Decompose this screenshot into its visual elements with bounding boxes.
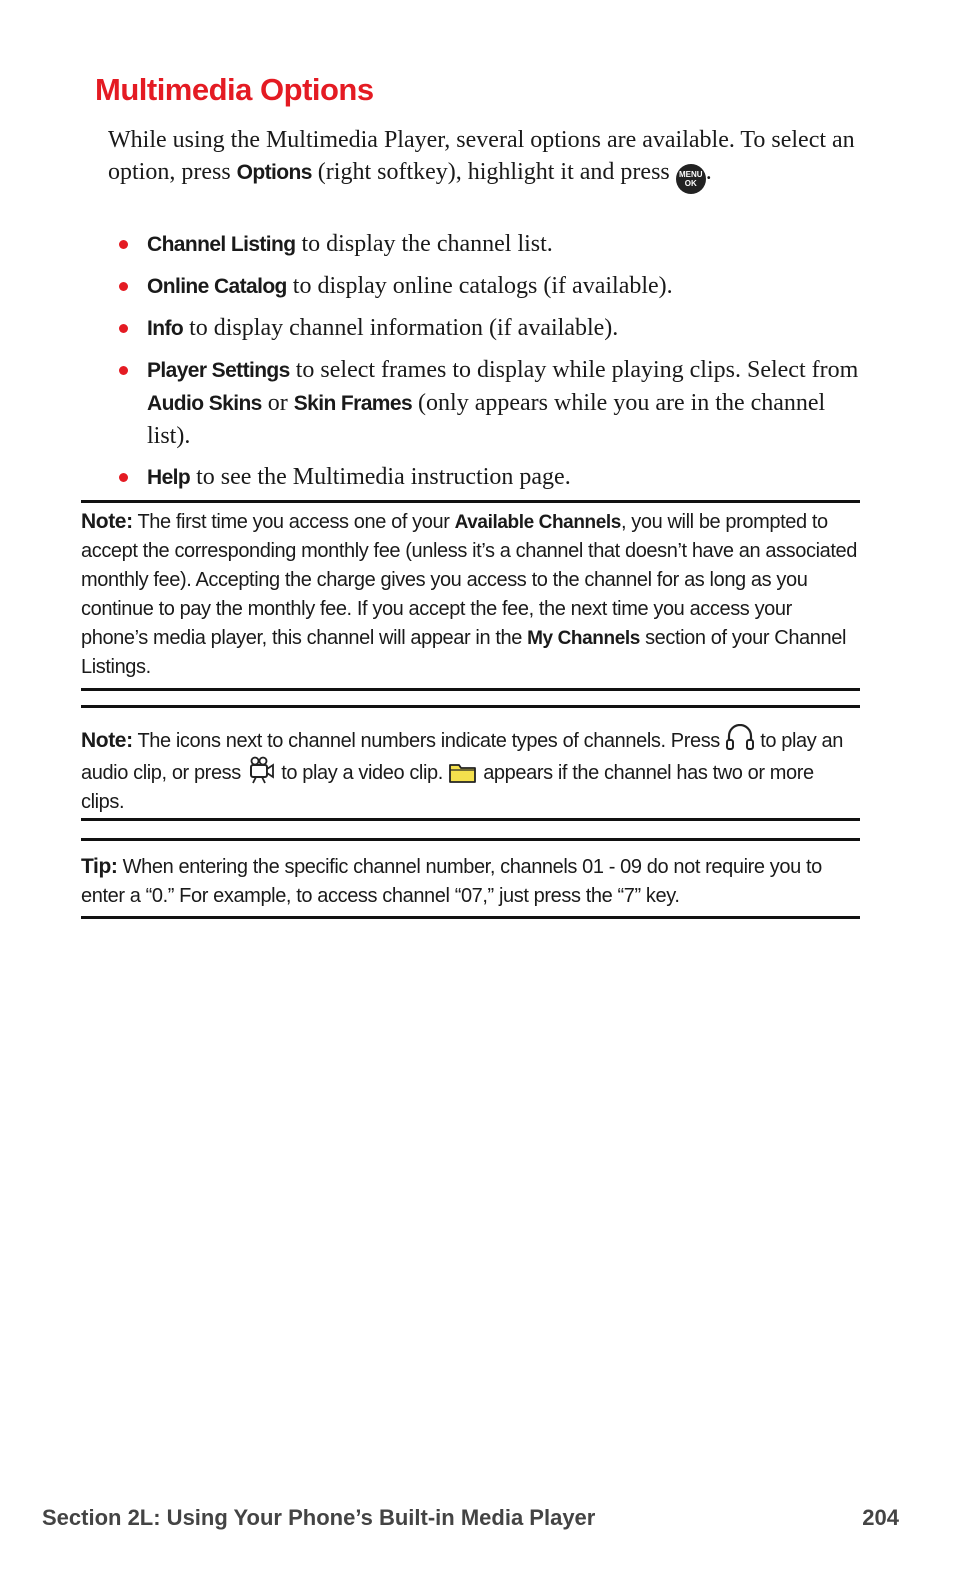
note1-bottom-rule bbox=[81, 688, 860, 691]
bullet-icon bbox=[119, 240, 128, 249]
option-name: Info bbox=[147, 317, 184, 340]
note2-text-1: The icons next to channel numbers indicate types of channels. Press bbox=[132, 730, 726, 752]
note1-label: Note: bbox=[81, 510, 133, 533]
option-name: Channel Listing bbox=[147, 233, 296, 256]
note2-top-rule bbox=[81, 705, 860, 708]
intro-text-3: . bbox=[705, 159, 712, 185]
tip-bottom-rule bbox=[81, 916, 860, 919]
tip-box bbox=[81, 852, 860, 911]
tip-label: Tip: bbox=[81, 855, 118, 878]
note2-bottom-rule bbox=[81, 818, 860, 821]
note2-text-3: to play a video clip. bbox=[276, 762, 449, 784]
menu-key-bottom: OK bbox=[684, 179, 697, 188]
option-name: Player Settings bbox=[147, 359, 290, 382]
list-item bbox=[108, 461, 868, 494]
note1-text-2: , you will be prompted to accept the corresponding monthly fee (unless it’s a channel that doesn’t have an associated monthly fee). Accepting the charge gives you access to the channel for as long as you continue to pay the monthly fee. If you accept the fee, the next time you access your phone’s media player, this channel will appear in the bbox=[81, 511, 857, 649]
tip-top-rule bbox=[81, 838, 860, 841]
my-channels-label: My Channels bbox=[527, 628, 640, 649]
video-camera-icon bbox=[246, 756, 276, 784]
bullet-icon bbox=[119, 473, 128, 482]
note-box-1 bbox=[81, 507, 860, 682]
audio-skins-label: Audio Skins bbox=[147, 392, 262, 415]
option-description: to select frames to display while playing clips. Select from bbox=[289, 357, 859, 383]
menu-key-top: MENU bbox=[678, 170, 703, 179]
note1-top-rule bbox=[81, 500, 860, 503]
option-description: to display the channel list. bbox=[295, 231, 553, 257]
menu-ok-key-icon bbox=[676, 164, 706, 194]
option-description: to see the Multimedia instruction page. bbox=[190, 464, 571, 490]
page-title: Multimedia Options bbox=[95, 72, 374, 107]
bullet-icon bbox=[119, 282, 128, 291]
intro-paragraph bbox=[108, 124, 868, 194]
note1-text-3: section of your Channel Listings. bbox=[81, 627, 846, 678]
folder-icon bbox=[448, 760, 478, 784]
page-number: 204 bbox=[862, 1505, 899, 1530]
note1-text-1: The first time you access one of your bbox=[132, 511, 455, 533]
skin-frames-label: Skin Frames bbox=[293, 392, 413, 415]
footer-section-title: Section 2L: Using Your Phone’s Built-in Media Player bbox=[42, 1505, 596, 1530]
note2-text-2: to play an audio clip, or press bbox=[81, 730, 843, 784]
bullet-icon bbox=[119, 366, 128, 375]
headphones-icon bbox=[725, 724, 755, 752]
option-description: to display online catalogs (if available). bbox=[286, 273, 673, 299]
option-description-3: (only appears while you are in the channel list). bbox=[147, 390, 826, 449]
option-description: to display channel information (if available). bbox=[183, 315, 619, 341]
tip-text: When entering the specific channel number, channels 01 - 09 do not require you to enter a “0.” For example, to access channel “07,” just press the “7” key. bbox=[81, 856, 822, 907]
list-item bbox=[108, 270, 868, 303]
note2-label: Note: bbox=[81, 729, 133, 752]
bullet-icon bbox=[119, 324, 128, 333]
option-name: Online Catalog bbox=[147, 275, 287, 298]
intro-text-2: (right softkey), highlight it and press bbox=[311, 159, 676, 185]
option-description-2: or bbox=[261, 390, 294, 416]
list-item bbox=[108, 228, 868, 261]
list-item bbox=[108, 312, 868, 345]
intro-text-1: While using the Multimedia Player, several options are available. To select an option, press bbox=[108, 127, 855, 185]
list-item bbox=[108, 354, 868, 452]
available-channels-label: Available Channels bbox=[454, 512, 621, 533]
option-name: Help bbox=[147, 466, 191, 489]
note-box-2 bbox=[81, 724, 860, 817]
options-key-label: Options bbox=[236, 161, 312, 184]
note2-text-4: appears if the channel has two or more clips. bbox=[81, 762, 814, 813]
options-list bbox=[108, 228, 868, 503]
